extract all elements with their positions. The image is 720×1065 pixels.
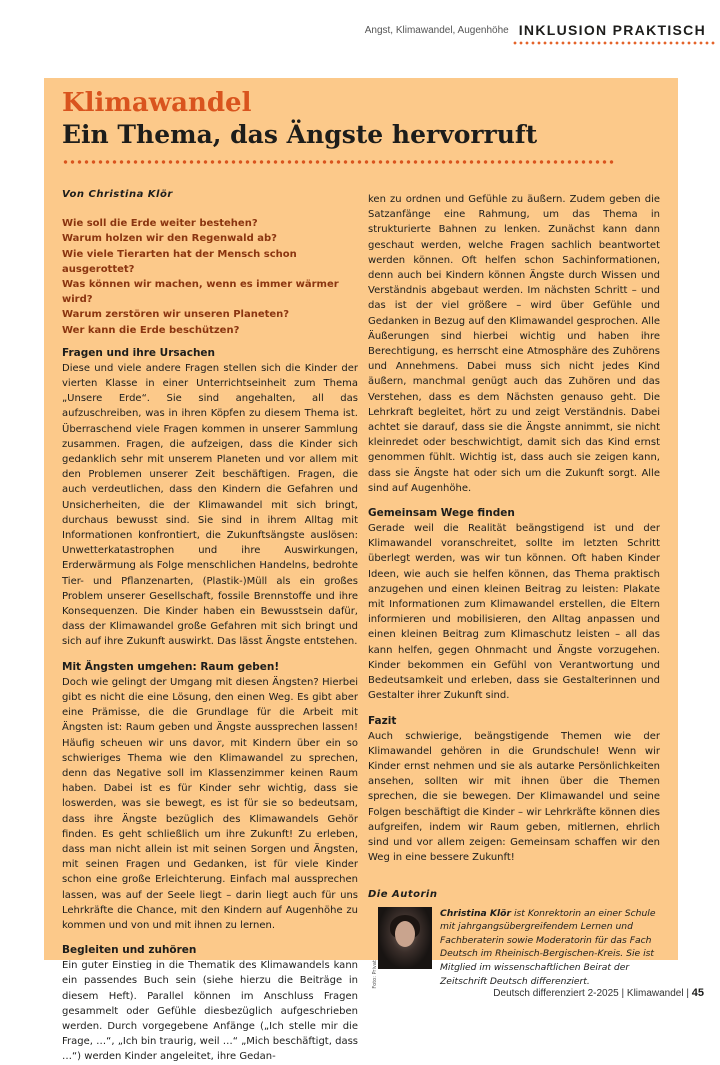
byline: Von Christina Klör xyxy=(62,189,173,200)
column-left xyxy=(62,187,358,1065)
subheading: Mit Ängsten umgehen: Raum geben! xyxy=(62,660,280,673)
page-number: 45 xyxy=(691,987,704,999)
article-subtitle: Ein Thema, das Ängste hervorruft xyxy=(62,120,538,149)
paragraph: Auch schwierige, beängstigende Themen wie der Klimawandel gehören in die Grundschule! Wenn wir Kinder ernst nehmen und sie als autarke Persönlichkeiten ansehen, sollten wir mit ihnen über die Themen sprechen, die sie bewegen. Der Klimawandel und seine Folgen beschäftigt die Kinder – wir Lehrkräfte können dies aufgreifen, indem wir Raum geben, mitlernen, ehrlich sind und vor allem zeigen: Gemeinsam schaffen wir den Weg in eine bessere Zukunft! xyxy=(368,730,660,864)
header-keywords: Angst, Klimawandel, Augenhöhe xyxy=(364,24,509,36)
paragraph: Gerade weil die Realität beängstigend ist und der Klimawandel voranschreitet, sollte im letzten Schritt überlegt werden, was wir tun können. Oft haben Kinder Ideen, wie auch sie helfen können, das Thema praktisch anzugehen und einen kleinen Beitrag zu leisten: Plakate mit Informationen zum Klimawandel erstellen, die Eltern informieren und mobilisieren, den Alltag anpassen und einen kleinen Beitrag zum Klimaschutz leisten – all das kann helfen, gegen Ohnmacht und Ängste vorzugehen. Kinder bekommen ein Gefühl von Verantwortung und Bedeutsamkeit und erleben, dass sie Gestalterinnen und Gestalter ihrer Zukunft sind. xyxy=(368,523,660,702)
subheading: Begleiten und zuhören xyxy=(62,944,197,957)
photo-credit: Foto: Privat xyxy=(372,959,378,989)
author-bio-text: ist Konrektorin an einer Schule mit jahrgangsübergreifendem Lernen und Fachberaterin sowie Moderatorin für das Fach Deutsch im Rheinisch-Bergischen-Kreis. Sie ist Mitglied im wissenschaftlichen Beirat der Zeitschrift Deutsch differenziert. xyxy=(440,907,656,987)
column-right xyxy=(368,192,660,988)
question: Wer kann die Erde beschützen? xyxy=(62,324,240,336)
subheading: Fazit xyxy=(368,714,397,727)
question: Wie viele Tierarten hat der Mensch schon ausgerottet? xyxy=(62,248,297,275)
author-name: Christina Klör xyxy=(440,907,512,919)
title-dotted-rule xyxy=(62,159,616,165)
running-header xyxy=(365,20,706,40)
lead-questions xyxy=(62,216,358,338)
subheading: Fragen und ihre Ursachen xyxy=(62,346,216,359)
paragraph: ken zu ordnen und Gefühle zu äußern. Zudem geben die Satzanfänge eine Rahmung, um das Thema in strukturierte Bahnen zu lenken. Zunächst kann dann geschaut werden, welche Fragen sachlich beantwortet werden können. Oft helfen schon Sachinformationen, denn auch bei Kindern können Ängste durch Wissen und Verständnis abgebaut werden. Im nächsten Schritt – und das ist der viel größere – wird über Gefühle und Gedanken in Bezug auf den Klimawandel gesprochen. Alle Äußerungen sind hierbei wichtig und haben ihre Berechtigung, es herrscht eine Atmosphäre des Zuhörens und Annehmens. Dabei muss sich nicht jedes Kind äußern, manchmal genügt auch das Zuhören und das Verstehen, dass es dem Nächsten genauso geht. Die Lehrkraft begleitet, hört zu und zeigt Verständnis. Dabei achtet sie darauf, dass sie die Ängste annimmt, sie nicht kleinredet oder beschwichtigt, damit sich das Kind ernst genommen fühlt. Wichtig ist, dass auch sie zeigen kann, dass sie Ängste hat oder sich um die Zukunft sorgt. Alle sind auf Augenhöhe. xyxy=(368,194,660,494)
footer-text: Deutsch differenziert 2-2025 | Klimawandel | xyxy=(493,988,689,999)
author-box-title: Die Autorin xyxy=(368,889,438,901)
header-dotted-rule xyxy=(512,41,716,45)
paragraph: Ein guter Einstieg in die Thematik des Klimawandels kann ein passendes Buch sein (siehe hierzu die Beiträge in diesem Heft). Parallel können im Anschluss Fragen gesammelt oder Gefühle diesbezüglich aufgeschrieben werden. Durch vorgegebene Anfänge („Ich stelle mir die Frage, …“, „Ich bin traurig, weil …“ „Mich beschäftigt, dass …“) werden Kinder angeleitet, ihre Gedan- xyxy=(62,960,358,1063)
question: Wie soll die Erde weiter bestehen? xyxy=(62,218,258,230)
author-box xyxy=(368,907,660,989)
subheading: Gemeinsam Wege finden xyxy=(368,507,515,520)
paragraph: Doch wie gelingt der Umgang mit diesen Ängsten? Hierbei gibt es nicht die eine Lösung, den einen Weg. Es gibt aber eine Prämisse, die die Grundlage für die Arbeit mit Ängsten ist: Raum geben und Ängste aussprechen lassen! Häufig scheuen wir uns davor, mit Kindern über ein so schwieriges Thema wie den Klimawandel zu sprechen, denn das Negative soll im Klassenzimmer keinen Raum haben. Dabei ist es für Kinder sehr wichtig, dass sie loswerden, was sie bewegt, es ist für sie so bedeutsam, dass ihre Ängste bezüglich des Klimawandels Gehör finden. Es geht schließlich um ihre Zukunft! Zu erleben, dass man nicht allein ist mit seinen Sorgen und Ängsten, mit seinen Fragen und Gedanken, ist für viele Kinder schon eine große Erleichterung. Einfach mal aussprechen lassen, was auf der Seele liegt – darin liegt auch für uns Lehrkräfte die Chance, mit den Kindern auf Augenhöhe zu kommen und von und mit ihnen zu lernen. xyxy=(62,676,358,931)
question: Was können wir machen, wenn es immer wärmer wird? xyxy=(62,279,339,306)
page-footer xyxy=(493,987,704,999)
author-photo xyxy=(378,907,432,969)
question: Warum holzen wir den Regenwald ab? xyxy=(62,233,277,245)
author-bio xyxy=(440,907,660,989)
article-title: Klimawandel xyxy=(62,88,252,118)
section-label: INKLUSION PRAKTISCH xyxy=(518,22,706,38)
paragraph: Diese und viele andere Fragen stellen sich die Kinder der vierten Klasse in einer Unterrichtseinheit zum Thema „Unsere Erde“. Sie sind angehalten, all das aufzuschreiben, was in ihren Köpfen zu diesem Thema ist. Überraschend viele Fragen kommen in unserer Sammlung zusammen. Fragen, die aufzeigen, dass die Kinder sich gedanklich sehr mit unserem Planeten und vor allem mit den Problemen unserer Zeit beschäftigen. Fragen, die auch verdeutlichen, dass den Kindern die Gefahren und Unsicherheiten, die der Klimawandel mit sich bringt, durchaus bewusst sind. Sie sind in ihrem Alltag mit Informationen konfrontiert, die Zukunftsängste auslösen: Unwetterkatastrophen und ihre Auswirkungen, Erderwärmung als Folge menschlichen Handelns, bedrohte Tier- und Pflanzenarten, (Plastik-)Müll als ein großes Problem unserer Gesellschaft, fossile Brennstoffe und ihre Konsequenzen. Die Kinder haben ein Bewusstsein dafür, dass der Klimawandel große Gefahren mit sich bringt und sich auf ihre Zukunft auswirkt. Das lässt Ängste entstehen. xyxy=(62,362,358,648)
question: Warum zerstören wir unseren Planeten? xyxy=(62,309,290,321)
